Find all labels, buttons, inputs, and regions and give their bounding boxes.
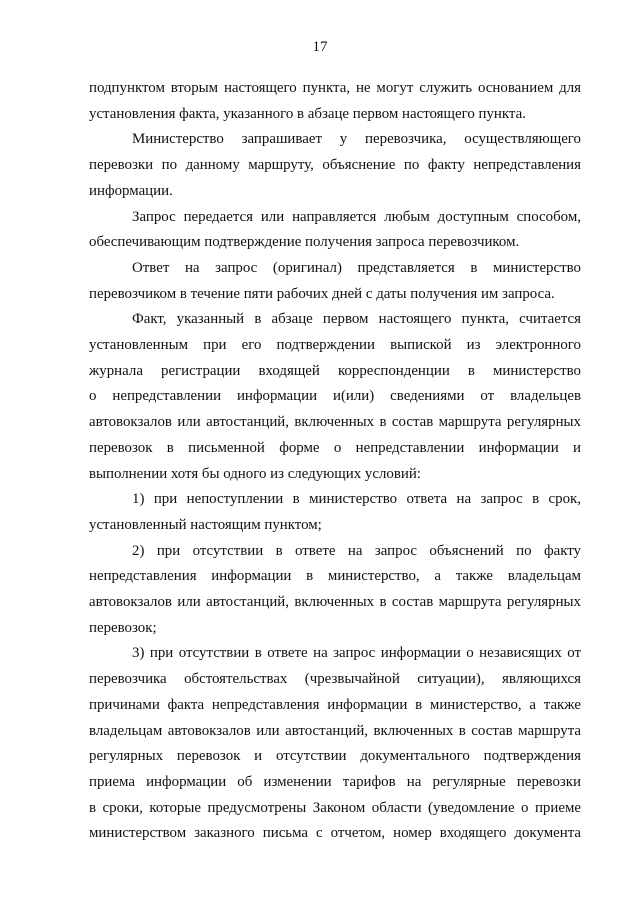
paragraph-7-line-4: перевозок; <box>89 619 157 636</box>
paragraph-5-line-6: перевозок в письменной форме о непредставлении информации и <box>89 439 581 456</box>
paragraph-5-line-2: установленным при его подтверждении выпиской из электронного <box>89 337 581 354</box>
paragraph-8-line-4: владельцам автовокзалов или автостанций, включенных в состав маршрута <box>89 722 581 739</box>
paragraph-6-line-1: 1) при непоступлении в министерство ответа на запрос в срок, <box>132 491 581 508</box>
paragraph-2-line-3: информации. <box>89 182 173 199</box>
paragraph-3-line-1: Запрос передается или направляется любым доступным способом, <box>132 208 581 225</box>
paragraph-2-line-2: перевозки по данному маршруту, объяснение по факту непредставления <box>89 157 581 174</box>
paragraph-1-line-1: подпунктом вторым настоящего пункта, не могут служить основанием для <box>89 80 581 96</box>
paragraph-8-line-3: причинами факта непредставления информации в министерство, а также <box>89 696 581 713</box>
paragraph-8-line-8: министерством заказного письма с отчетом, номер входящего документа <box>89 825 581 842</box>
document-body <box>89 76 581 847</box>
paragraph-6-line-2: установленный настоящим пунктом; <box>89 516 322 533</box>
paragraph-5-line-4: о непредставлении информации и(или) сведениями от владельцев <box>89 388 581 405</box>
paragraph-5-line-1: Факт, указанный в абзаце первом настоящего пункта, считается <box>132 311 581 328</box>
paragraph-1-line-2: установления факта, указанного в абзаце первом настоящего пункта. <box>89 105 526 122</box>
paragraph-4-line-1: Ответ на запрос (оригинал) представляется в министерство <box>132 259 581 276</box>
paragraph-5-line-5: автовокзалов или автостанций, включенных в состав маршрута регулярных <box>89 414 581 431</box>
paragraph-8-line-1: 3) при отсутствии в ответе на запрос информации о независящих от <box>132 645 581 662</box>
paragraph-7-line-3: автовокзалов или автостанций, включенных в состав маршрута регулярных <box>89 594 581 611</box>
paragraph-8-line-2: перевозчика обстоятельствах (чрезвычайной ситуации), являющихся <box>89 671 581 688</box>
paragraph-4-line-2: перевозчиком в течение пяти рабочих дней с даты получения им запроса. <box>89 285 555 302</box>
paragraph-5-line-7: выполнении хотя бы одного из следующих условий: <box>89 465 421 482</box>
paragraph-7-line-2: непредставления информации в министерство, а также владельцам <box>89 568 581 585</box>
page-number: 17 <box>312 39 328 55</box>
paragraph-5-line-3: журнала регистрации входящей корреспонденции в министерство <box>89 362 581 379</box>
paragraph-2-line-1: Министерство запрашивает у перевозчика, осуществляющего <box>132 131 581 148</box>
paragraph-7-line-1: 2) при отсутствии в ответе на запрос объяснений по факту <box>132 542 581 559</box>
paragraph-8-line-6: приема информации об изменении тарифов на регулярные перевозки <box>89 773 581 790</box>
paragraph-8-line-7: в сроки, которые предусмотрены Законом области (уведомление о приеме <box>89 799 581 816</box>
paragraph-8-line-5: регулярных перевозок и отсутствии документального подтверждения <box>89 748 581 765</box>
paragraph-3-line-2: обеспечивающим подтверждение получения запроса перевозчиком. <box>89 234 520 251</box>
